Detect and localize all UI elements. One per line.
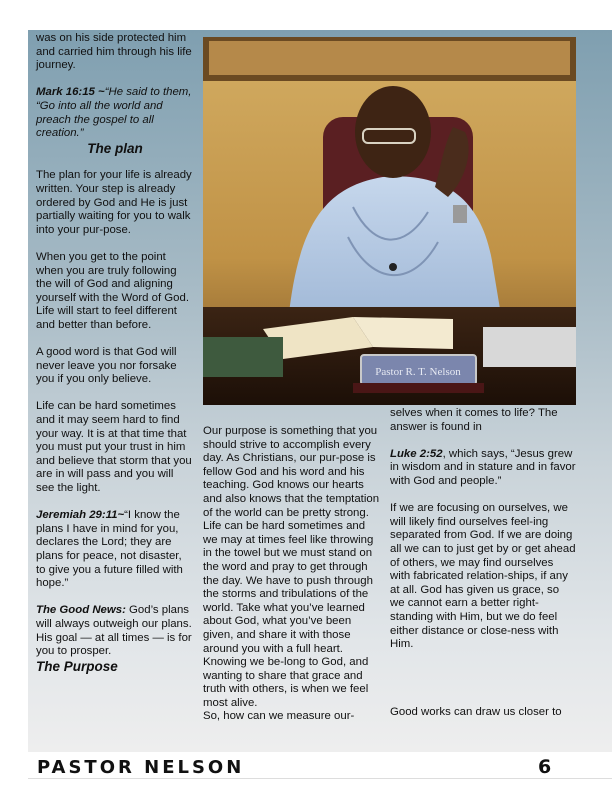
intro-paragraph: was on his side protected him and carried him through his life journey.	[36, 32, 192, 72]
mark-quote-paragraph	[36, 86, 194, 140]
heading-the-purpose: The Purpose	[36, 658, 118, 674]
luke-paragraph	[390, 448, 576, 489]
good-news-text: God’s plans will always outweigh our plans. His goal — at all times — is for you to prosper.	[36, 604, 192, 658]
footer-author-name: PASTOR NELSON	[37, 757, 245, 778]
footer-divider	[28, 778, 612, 779]
good-word-paragraph: A good word is that God will never leave you nor forsake you if you only believe.	[36, 346, 177, 386]
point-paragraph: When you get to the point when you are truly following the will of God and aligning yourself with the Word of God. Life will start to feel different and better than before.	[36, 250, 190, 331]
pastor-at-desk-illustration	[203, 37, 576, 405]
good-news-paragraph	[36, 604, 194, 658]
nameplate-text: Pastor R. T. Nelson	[375, 366, 461, 378]
measure-paragraph: So, how can we measure our-	[203, 710, 355, 723]
column-middle	[203, 425, 381, 724]
good-news-label: The Good News:	[36, 604, 126, 617]
jeremiah-paragraph	[36, 509, 194, 591]
hard-times-paragraph: Life can be hard sometimes and it may seem hard to find your way. It is at that time that you must put your trust in him and believe that storm that you are in will pass and you will see the light.	[36, 400, 192, 494]
pastor-photo	[203, 37, 576, 405]
purpose-paragraph: Our purpose is something that you should strive to accomplish every day. As Christians, our pur-pose is fellow God and his word and his teaching. God knows our hearts and also knows that the temptation of the world can be pretty strong. Life can be hard sometimes and we may at times feel like throwing in the towel but we must stand on the word and pray to get through the day. We have to push through the storms and tribulations of the world. Take what you’ve learned about God, what you’ve been given, and share it with those around you with a full heart. Knowing we be-long to God, and wanting to share that grace and truth with others, is when we feel most alive.	[203, 425, 380, 709]
scripture-reference-jeremiah: Jeremiah 29:11~	[36, 509, 125, 522]
column-left	[36, 32, 194, 674]
scripture-reference-luke: Luke 2:52	[390, 447, 443, 460]
column-right	[390, 407, 576, 719]
good-works-paragraph: Good works can draw us closer to	[390, 705, 562, 718]
plan-paragraph: The plan for your life is already written. Your step is already ordered by God and He is just partially waiting for you to walk into your pur-pose.	[36, 169, 192, 236]
heading-the-plan: The plan	[87, 140, 143, 156]
scripture-quote-mark: “He said to them, “Go into all the world and preach the gospel to all creation.”	[36, 86, 192, 140]
page-number: 6	[538, 756, 552, 778]
scripture-reference-mark: Mark 16:15 ~	[36, 86, 105, 99]
selves-paragraph: selves when it comes to life? The answer is found in	[390, 407, 558, 433]
scripture-quote-jeremiah: “I know the plans I have in mind for you, declares the Lord; they are plans for peace, not disaster, to give you a future filled with hope.”	[36, 509, 183, 590]
scripture-quote-luke: , which says, “Jesus grew in wisdom and in stature and in favor with God and people.”	[390, 447, 576, 487]
focus-paragraph: If we are focusing on ourselves, we will likely find ourselves feel-ing separated from God. If we are doing all we can to just get by or get ahead of others, we may find ourselves with fabricated relation-ships, if any at all. God has given us grace, so we cannot earn a better right-standing with Him, but we do feel either distance or close-ness with Him.	[390, 502, 576, 651]
